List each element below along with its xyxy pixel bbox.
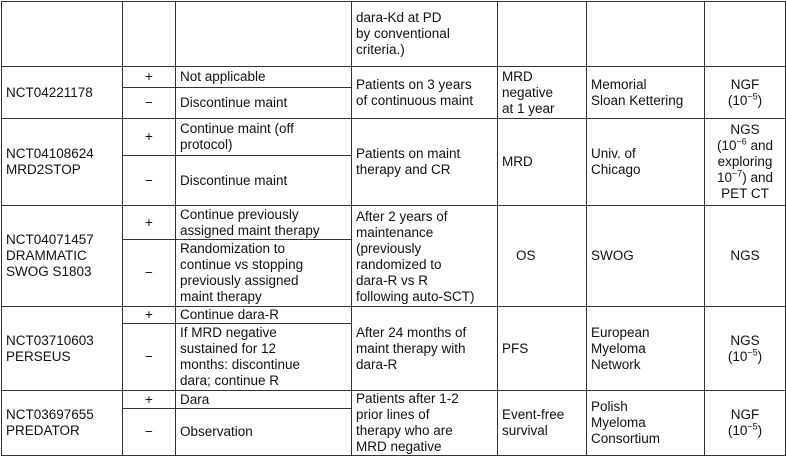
endpoint-cell [498, 67, 587, 119]
design-line: by conventional [356, 26, 450, 41]
method-name: NGF [730, 76, 760, 92]
sign-cell: − [123, 409, 176, 456]
trial-id-cell [2, 391, 123, 456]
sponsor-line: European [591, 324, 650, 340]
arm-text: If MRD negative [180, 325, 277, 340]
table-row [2, 67, 786, 88]
sponsor-line: Univ. of [591, 146, 636, 161]
sign-cell: + [123, 67, 176, 88]
arm-text: Continue previously [180, 206, 299, 222]
method-cell [705, 307, 786, 391]
endpoint-cell [498, 119, 587, 206]
endpoint-line: negative [502, 84, 554, 100]
arm-cell [176, 307, 352, 324]
design-line: Patients after 1-2 [356, 391, 459, 406]
trial-id: NCT04071457 [6, 232, 94, 247]
design-line: dara-R vs R [356, 273, 429, 288]
sign-cell: + [123, 119, 176, 156]
design-cell [352, 119, 498, 206]
endpoint-cell [498, 206, 587, 307]
trial-id: NCT04221178 [6, 84, 93, 100]
arm-text: Observation [180, 424, 253, 440]
trial-acronym: PERSEUS [6, 348, 71, 364]
sign-cell: + [123, 391, 176, 409]
sponsor-cell [587, 119, 705, 206]
design-line: maint therapy with [356, 340, 466, 356]
sponsor-line: SWOG [591, 248, 634, 263]
design-line: dara-R [356, 356, 398, 372]
design-line: following auto-SCT) [356, 289, 475, 304]
trial-id-cell [2, 307, 123, 391]
arm-cell [176, 391, 352, 409]
sponsor-cell [587, 206, 705, 307]
sign-cell: − [123, 240, 176, 307]
table-row [2, 119, 786, 156]
sign-cell: + [123, 307, 176, 324]
trial-acronym: DRAMMATIC [6, 248, 87, 263]
design-cell [352, 307, 498, 391]
method-sensitivity: ($10^{-6}$ and [716, 136, 774, 153]
sign-cell: + [123, 206, 176, 240]
arm-cell [176, 2, 352, 67]
endpoint-cell [498, 307, 587, 391]
trials-table [1, 1, 786, 456]
design-line: After 2 years of [356, 209, 448, 224]
method-cell [705, 391, 786, 456]
method-cell [705, 206, 786, 307]
sponsor-line: Polish [591, 399, 628, 414]
arm-text: Not applicable [180, 69, 266, 84]
method-note: PET CT [721, 186, 769, 201]
arm-text: Discontinue maint [180, 172, 288, 188]
arm-text: protocol) [180, 137, 233, 152]
arm-text: continue vs stopping [180, 257, 304, 272]
method-sensitivity: $(10^{-5})$ [727, 421, 763, 438]
arm-text: months: discontinue [180, 357, 301, 372]
design-line: Patients on maint [356, 146, 461, 161]
trial-acronym: PREDATOR [6, 423, 80, 438]
arm-text: Randomization to [180, 241, 286, 256]
table-row [2, 206, 786, 240]
design-line: prior lines of [356, 407, 430, 422]
sign-cell: − [123, 88, 176, 119]
design-cell [352, 67, 498, 119]
table-row [2, 307, 786, 324]
arm-text: Continue maint (off [180, 121, 294, 136]
arm-cell [176, 240, 352, 307]
arm-text: Discontinue maint [180, 95, 288, 110]
arm-text: dara; continue R [180, 373, 280, 388]
sign-cell [123, 2, 176, 67]
trial-id-cell [2, 119, 123, 206]
arm-text: previously assigned [180, 273, 299, 288]
endpoint-cell [498, 2, 587, 67]
design-cell [352, 206, 498, 307]
method-cell [705, 2, 786, 67]
trial-id: NCT03697655 [6, 407, 94, 422]
trial-id: NCT04108624 [6, 146, 94, 161]
sign-cell: − [123, 156, 176, 206]
sponsor-cell [587, 67, 705, 119]
design-line: Patients on 3 years [356, 76, 472, 92]
trial-id-cell [2, 206, 123, 307]
method-name: NGS [730, 332, 760, 348]
trial-acronym: SWOG S1803 [6, 264, 92, 279]
sponsor-line: Network [591, 356, 641, 372]
endpoint-line: PFS [502, 340, 529, 356]
endpoint-line: MRD [502, 68, 533, 84]
sponsor-cell [587, 2, 705, 67]
arm-cell [176, 119, 352, 156]
sponsor-line: Memorial [591, 76, 647, 92]
design-cell [352, 2, 498, 67]
arm-text: Continue dara-R [180, 307, 280, 322]
endpoint-cell [498, 391, 587, 456]
method-cell [705, 119, 786, 206]
trial-id-cell [2, 2, 123, 67]
design-line: therapy who are [356, 423, 453, 438]
design-line: dara-Kd at PD [356, 10, 442, 25]
method-sensitivity: $(10^{-5})$ [727, 347, 763, 364]
method-name: NGS [730, 248, 760, 263]
sponsor-line: Chicago [591, 162, 641, 177]
method-sensitivity: $10^{-7}$) and [716, 168, 774, 185]
method-note: exploring [717, 154, 773, 169]
design-line: criteria.) [356, 42, 405, 57]
arm-text: assigned maint therapy [180, 222, 320, 238]
design-line: of continuous maint [356, 92, 474, 108]
arm-cell [176, 206, 352, 240]
design-line: (previously [356, 241, 422, 256]
sponsor-line: Myeloma [591, 340, 646, 356]
method-cell [705, 67, 786, 119]
table-row [2, 391, 786, 409]
arm-cell [176, 156, 352, 206]
method-name: NGF [730, 407, 760, 422]
sponsor-line: Myeloma [591, 415, 646, 430]
endpoint-line: OS [516, 248, 536, 263]
trial-id: NCT03710603 [6, 332, 94, 348]
method-name: NGS [730, 122, 760, 137]
endpoint-line: MRD [502, 154, 533, 169]
design-line: randomized to [356, 257, 442, 272]
sponsor-cell [587, 391, 705, 456]
sponsor-line: Sloan Kettering [591, 92, 684, 108]
arm-text: maint therapy [180, 289, 262, 304]
method-sensitivity: $(10^{-5})$ [727, 91, 763, 108]
table-row [2, 2, 786, 67]
endpoint-line: at 1 year [502, 100, 555, 116]
arm-text: Dara [180, 391, 210, 407]
endpoint-line: Event-free [502, 407, 565, 422]
design-line: After 24 months of [356, 324, 467, 340]
arm-cell [176, 409, 352, 456]
arm-cell [176, 324, 352, 391]
arm-cell [176, 67, 352, 88]
trial-acronym: MRD2STOP [6, 162, 81, 177]
design-line: maintenance [356, 225, 434, 240]
arm-text: sustained for 12 [180, 341, 277, 356]
endpoint-line: survival [502, 423, 548, 438]
sign-cell: − [123, 324, 176, 391]
sponsor-cell [587, 307, 705, 391]
design-line: MRD negative [356, 439, 442, 454]
trial-id-cell [2, 67, 123, 119]
design-line: therapy and CR [356, 162, 451, 177]
design-cell [352, 391, 498, 456]
sponsor-line: Consortium [591, 431, 661, 446]
arm-cell [176, 88, 352, 119]
